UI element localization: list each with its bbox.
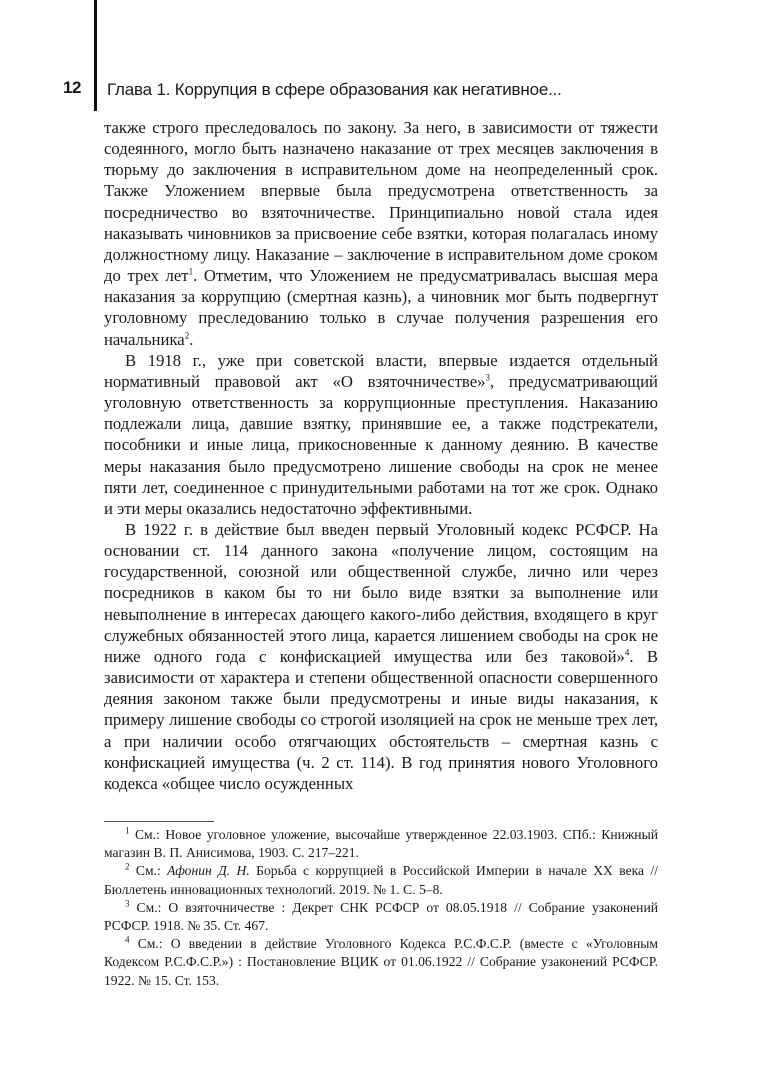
body-text — [104, 117, 658, 794]
paragraph-1: также строго преследовалось по закону. За него, в зависимости от тяжести содеянного, могло быть назначено наказание от трех месяцев заключения в тюрьму до заключения в исправительном доме на неопределенный срок. Также Уложением впервые была предусмотрена ответственность за посредничество во взяточничестве. Принципиально новой стала идея наказывать чиновников за присвоение себе взятки, которая полагалась иному должностному лицу. Наказание – заключение в исправительном доме сроком до трех лет$^1$. Отметим, что Уложением не предусматривалась высшая мера наказания за коррупцию (смертная казнь), а чиновник мог быть подвергнут уголовному преследованию только в случае получения разрешения его начальника$^2$. — [104, 118, 658, 349]
footnote-separator — [104, 821, 214, 822]
footnote-3: $^3$ См.: О взяточничестве : Декрет СНК РСФСР от 08.05.1918 // Собрание узаконений РСФСР. 1918. № 35. Ст. 467. — [104, 898, 658, 934]
paragraph-2: В 1918 г., уже при советской власти, впервые издается отдельный нормативный правовой акт «О взяточничестве»$^3$, предусматривающий уголовную ответственность за коррупционные преступления. Наказанию подлежали лица, давшие взятку, принявшие ее, а также подстрекатели, пособники и иные лица, прикосновенные к данному деянию. В качестве меры наказания было предусмотрено лишение свободы на срок не менее пяти лет, соединенное с принудительными работами на тот же срок. Однако и эти меры оказались недостаточно эффективными. — [104, 350, 658, 518]
footnote-ref-2: 2 — [184, 330, 190, 340]
footnote-ref-3: 3 — [485, 372, 490, 383]
running-title: Глава 1. Коррупция в сфере образования как негативное... — [107, 80, 562, 99]
paragraph-3: В 1922 г. в действие был введен первый Уголовный кодекс РСФСР. На основании ст. 114 данного закона «получение лицом, состоящим на государственной, союзной или общественной службе, лично или через посредников в каком бы то ни было виде взятки за выполнение или невыполнение в интересах дающего какого-либо действия, входящего в круг служебных обязанностей этого лица, карается лишением свободы на срок не ниже одного года с конфискацией имущества или без таковой»$^4$. В зависимости от характера и степени общественной опасности совершенного деяния законом также были предусмотрены и иные виды наказания, к примеру лишение свободы со строгой изоляцией на срок не меньше трех лет, а при наличии особо отягчающих обстоятельств – смертная казнь с конфискацией имущества (ч. 2 ст. 114). В год принятия нового Уголовного кодекса «общее число осужденных — [104, 519, 658, 793]
footnote-4: $^4$ См.: О введении в действие Уголовного Кодекса Р.С.Ф.С.Р. (вместе с «Уголовным Кодексом Р.С.Ф.С.Р.») : Постановление ВЦИК от 01.06.1922 // Собрание узаконений РСФСР. 1922. № 15. Ст. 153. — [104, 934, 658, 988]
footnote-1: $^1$ См.: Новое уголовное уложение, высочайше утвержденное 22.03.1903. СПб.: Книжный магазин В. П. Анисимова, 1903. С. 217–221. — [104, 825, 658, 861]
footnote-ref-4: 4 — [624, 647, 630, 658]
footnote-ref-1: 1 — [188, 266, 194, 277]
footnote-2: $^2$ См.: Афонин Д. Н. Борьба с коррупцией в Российской Империи в начале XX века // Бюллетень инновационных технологий. 2019. № 1. С. 5–8. — [104, 861, 658, 897]
header-vertical-rule — [94, 0, 97, 111]
footnote-author: Афонин Д. Н. — [167, 863, 250, 879]
footnotes — [104, 826, 658, 990]
page-number: 12 — [63, 78, 81, 97]
